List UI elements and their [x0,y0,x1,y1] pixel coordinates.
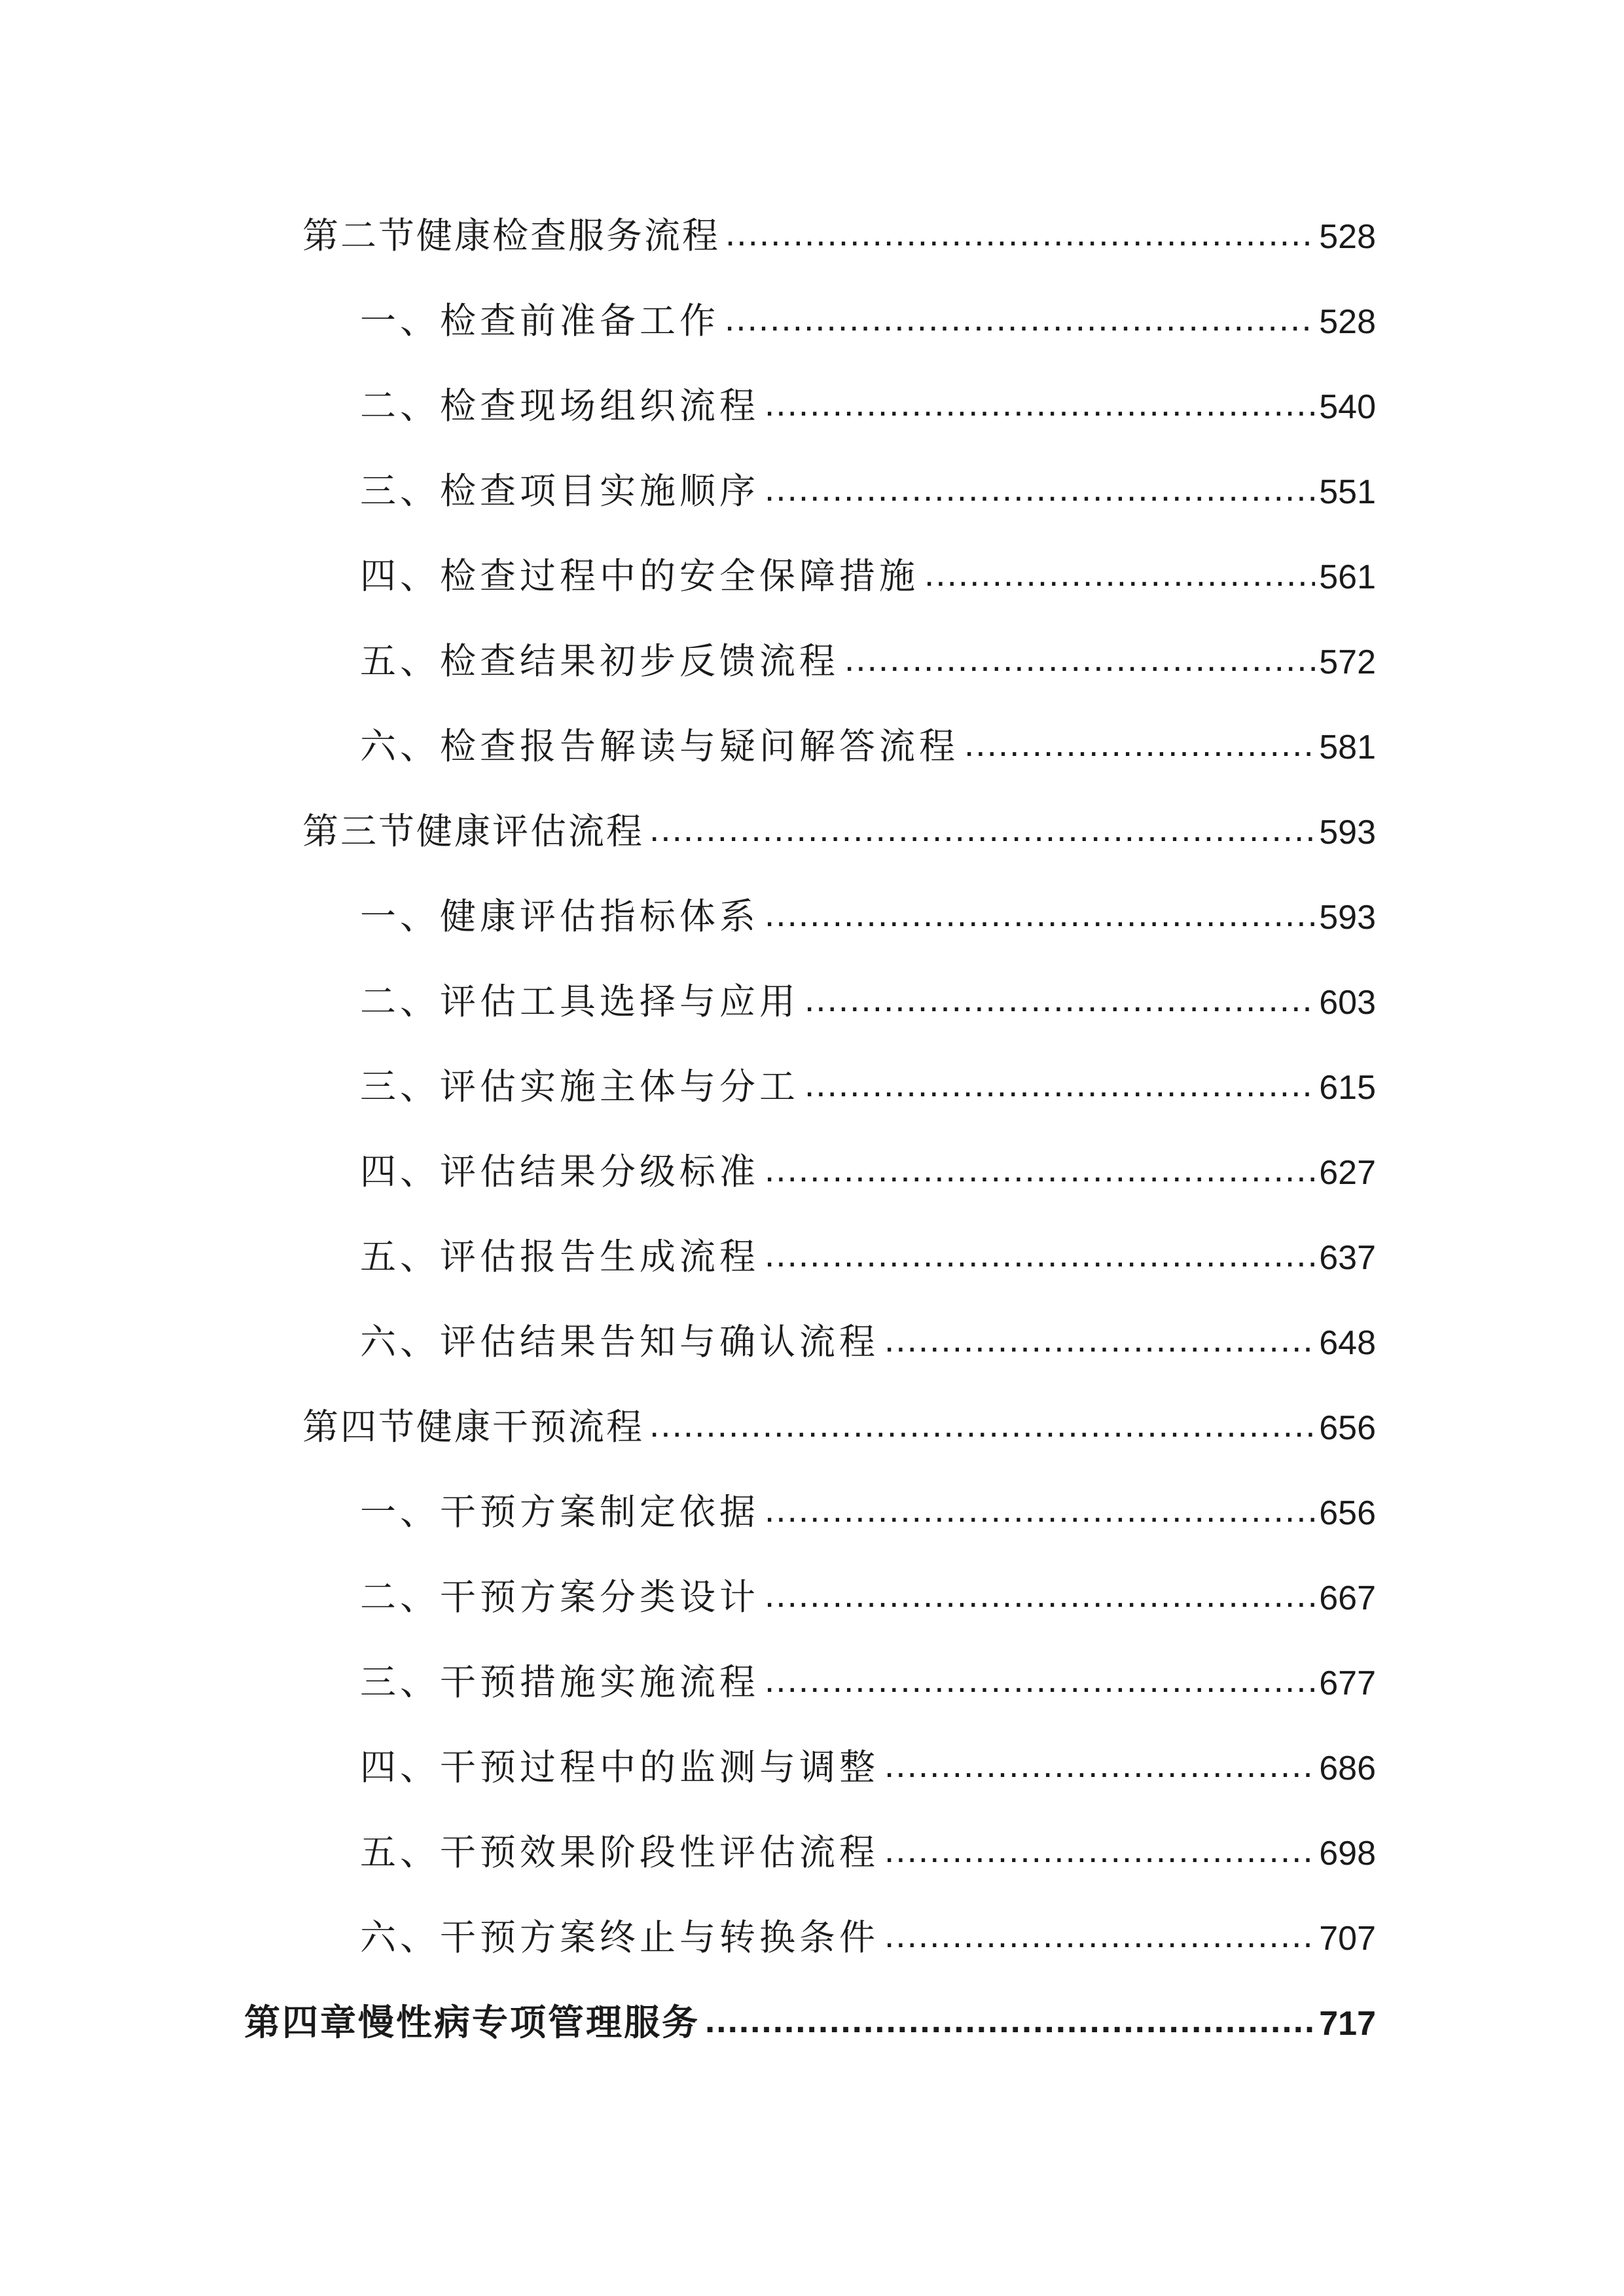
toc-entry-page: 648 [1319,1324,1376,1362]
toc-entry-item[interactable] [360,295,1376,347]
toc-entry-section[interactable] [302,805,1376,857]
toc-entry-title: 五、评估报告生成流程 [360,1236,760,1278]
toc-entry-section[interactable] [302,1401,1376,1453]
toc-entry-item[interactable] [360,1741,1376,1793]
dot-leader [804,973,1315,1025]
dot-leader [765,1143,1315,1195]
toc-entry-page: 528 [1319,303,1376,341]
toc-entry-title: 三、干预措施实施流程 [360,1661,760,1703]
dot-leader [765,1228,1315,1280]
toc-entry-page: 615 [1319,1069,1376,1107]
toc-entry-page: 698 [1319,1835,1376,1873]
toc-entry-page: 656 [1319,1409,1376,1447]
toc-entry-page: 667 [1319,1579,1376,1617]
dot-leader [964,717,1315,770]
toc-entry-page: 627 [1319,1154,1376,1192]
toc-entry-page: 656 [1319,1494,1376,1532]
dot-leader [705,1994,1315,2046]
toc-entry-title: 六、评估结果告知与确认流程 [360,1321,880,1363]
toc-entry-page: 637 [1319,1239,1376,1277]
toc-entry-page: 603 [1319,984,1376,1022]
toc-entry-item[interactable] [360,1316,1376,1368]
toc-entry-title: 四、干预过程中的监测与调整 [360,1746,880,1788]
toc-entry-title: 第二节健康检查服务流程 [302,215,721,257]
dot-leader [924,547,1315,600]
toc-entry-item[interactable] [360,380,1376,432]
toc-entry-title: 二、检查现场组织流程 [360,385,760,427]
toc-entry-item[interactable] [360,1145,1376,1198]
toc-entry-page: 572 [1319,643,1376,681]
dot-leader [884,1313,1315,1365]
toc-entry-title: 六、干预方案终止与转换条件 [360,1916,880,1958]
toc-entry-item[interactable] [360,1911,1376,1964]
toc-entry-page: 540 [1319,388,1376,426]
toc-entry-page: 593 [1319,814,1376,852]
toc-entry-item[interactable] [360,1826,1376,1878]
toc-entry-title: 三、检查项目实施顺序 [360,470,760,512]
dot-leader [725,207,1315,259]
toc-entry-item[interactable] [360,635,1376,687]
dot-leader [884,1909,1315,1961]
toc-entry-title: 三、评估实施主体与分工 [360,1066,800,1107]
toc-entry-item[interactable] [360,1571,1376,1623]
dot-leader [649,802,1315,855]
dot-leader [884,1738,1315,1791]
dot-leader [765,1483,1315,1535]
toc-entry-page: 686 [1319,1749,1376,1787]
toc-entry-item[interactable] [360,550,1376,602]
toc-entry-page: 677 [1319,1664,1376,1702]
toc-entry-title: 二、评估工具选择与应用 [360,980,800,1022]
toc-entry-title: 四、评估结果分级标准 [360,1151,760,1193]
dot-leader [649,1398,1315,1450]
toc-entry-title: 一、健康评估指标体系 [360,895,760,937]
toc-entry-page: 551 [1319,473,1376,511]
toc-entry-item[interactable] [360,1486,1376,1538]
toc-entry-title: 五、干预效果阶段性评估流程 [360,1831,880,1873]
dot-leader [804,1058,1315,1110]
dot-leader [765,462,1315,514]
toc-entry-item[interactable] [360,1656,1376,1708]
toc-entry-page: 717 [1319,2005,1376,2043]
toc-entry-title: 一、干预方案制定依据 [360,1491,760,1533]
toc-entry-title: 四、检查过程中的安全保障措施 [360,555,920,597]
dot-leader [765,888,1315,940]
toc-entry-page: 561 [1319,558,1376,596]
toc-entry-page: 707 [1319,1920,1376,1958]
dot-leader [765,377,1315,429]
toc-entry-title: 一、检查前准备工作 [360,300,720,342]
toc-entry-title: 第四节健康干预流程 [302,1406,645,1448]
toc-entry-section[interactable] [302,209,1376,262]
toc-entry-chapter[interactable] [244,1996,1376,2049]
toc-entry-item[interactable] [360,465,1376,517]
toc-entry-title: 六、检查报告解读与疑问解答流程 [360,725,960,767]
toc-entry-item[interactable] [360,1230,1376,1283]
toc-entry-page: 593 [1319,899,1376,937]
toc-entry-item[interactable] [360,890,1376,942]
dot-leader [765,1568,1315,1621]
toc-entry-item[interactable] [360,720,1376,772]
dot-leader [765,1653,1315,1706]
toc-entry-item[interactable] [360,1060,1376,1113]
toc-entry-title: 二、干预方案分类设计 [360,1576,760,1618]
dot-leader [725,292,1315,344]
toc-entry-title: 第四章慢性病专项管理服务 [244,2001,700,2043]
toc-entry-title: 五、检查结果初步反馈流程 [360,640,840,682]
dot-leader [884,1823,1315,1876]
toc-entry-item[interactable] [360,975,1376,1028]
toc-entry-page: 581 [1319,728,1376,766]
toc-entry-page: 528 [1319,218,1376,256]
dot-leader [844,632,1315,685]
toc-entry-title: 第三节健康评估流程 [302,810,645,852]
